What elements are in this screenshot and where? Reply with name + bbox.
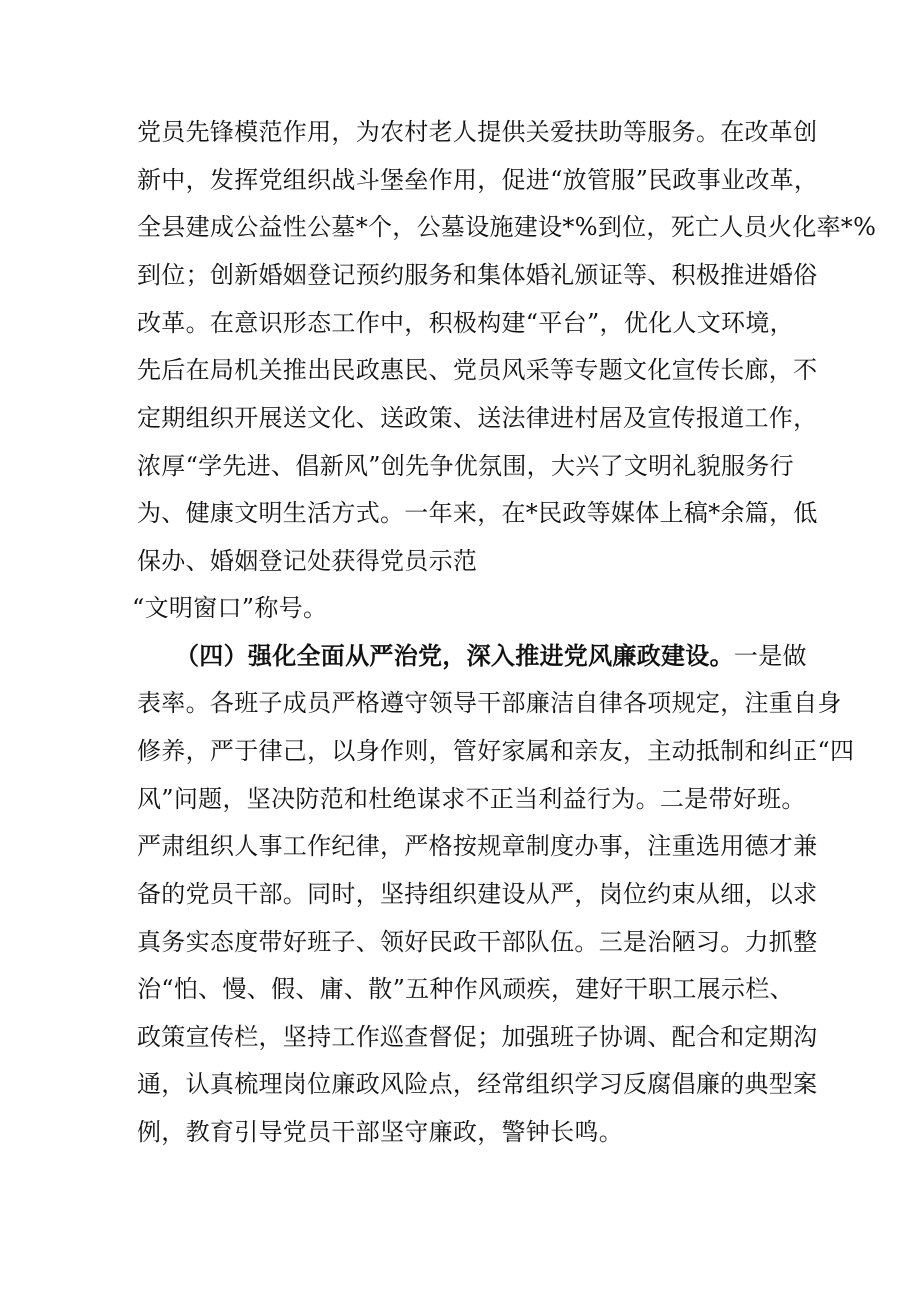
paragraph-line: 政策宣传栏，坚持工作巡查督促；加强班子协调、配合和定期沟 — [137, 1023, 818, 1051]
paragraph-line: 为、健康文明生活方式。一年来，在*民政等媒体上稿*余篇，低 — [137, 499, 818, 527]
paragraph-line: 通，认真梳理岗位廉政风险点，经常组织学习反腐倡廉的典型案 — [137, 1070, 818, 1098]
paragraph-line: 到位；创新婚姻登记预约服务和集体婚礼颁证等、积极推进婚俗 — [137, 261, 818, 289]
paragraph-line: 修养，严于律己，以身作则，管好家属和亲友，主动抵制和纠正“四 — [137, 737, 855, 765]
section-heading: （四）强化全面从严治党，深入推进党风廉政建设。 — [175, 641, 734, 670]
paragraph-line: 党员先锋模范作用，为农村老人提供关爱扶助等服务。在改革创 — [137, 118, 818, 146]
paragraph-line: 浓厚“学先进、倡新风”创先争优氛围，大兴了文明礼貌服务行 — [137, 452, 794, 480]
section-heading-line — [175, 641, 807, 671]
paragraph-line: 新中，发挥党组织战斗堡垒作用，促进“放管服”民政事业改革， — [137, 166, 819, 194]
paragraph-line: “文明窗口”称号。 — [132, 594, 328, 622]
paragraph-line: 风”问题，坚决防范和杜绝谋求不正当利益行为。二是带好班。 — [137, 785, 806, 813]
paragraph-line: 定期组织开展送文化、送政策、送法律进村居及宣传报道工作， — [137, 404, 818, 432]
paragraph-line: 治“怕、慢、假、庸、散”五种作风顽疾，建好干职工展示栏、 — [137, 975, 794, 1003]
paragraph-line: 改革。在意识形态工作中，积极构建“平台”，优化人文环境， — [137, 309, 794, 337]
paragraph-line: 备的党员干部。同时，坚持组织建设从严，岗位约束从细，以求 — [137, 880, 818, 908]
paragraph-line: 例，教育引导党员干部坚守廉政，警钟长鸣。 — [137, 1118, 623, 1146]
paragraph-line: 严肃组织人事工作纪律，严格按规章制度办事，注重选用德才兼 — [137, 832, 818, 860]
paragraph-line: 表率。各班子成员严格遵守领导干部廉洁自律各项规定，注重自身 — [137, 689, 842, 717]
paragraph-line: 真务实态度带好班子、领好民政干部队伍。三是治陋习。力抓整 — [137, 928, 818, 956]
paragraph-line: 先后在局机关推出民政惠民、党员风采等专题文化宣传长廊，不 — [137, 356, 818, 384]
paragraph-line: 全县建成公益性公墓*个，公墓设施建设*%到位，死亡人员火化率*% — [137, 213, 877, 241]
paragraph-line: 保办、婚姻登记处获得党员示范 — [137, 547, 478, 575]
section-heading-continuation: 一是做 — [733, 642, 807, 670]
